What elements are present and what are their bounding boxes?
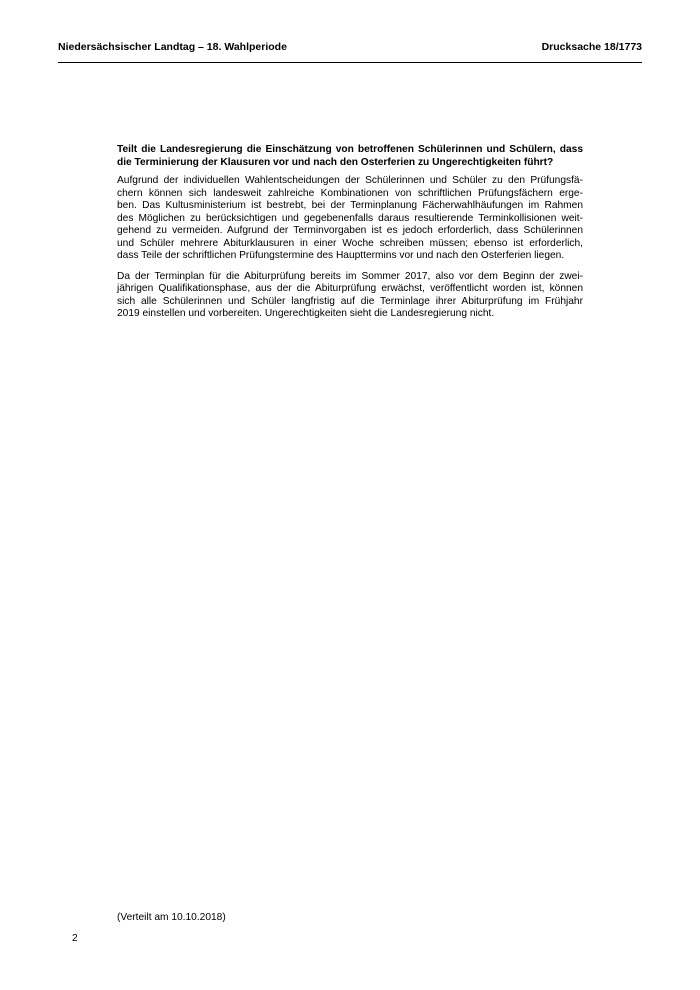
distribution-date: (Verteilt am 10.10.2018) bbox=[117, 912, 226, 923]
document-body bbox=[117, 144, 583, 329]
paragraph-line: gehend zu vermeiden. Aufgrund der Terminvorgaben ist es jedoch erforderlich, dass Schülerinnen bbox=[117, 225, 583, 236]
paragraph-line: 2019 einstellen und vorbereiten. Ungerechtigkeiten sieht die Landesregierung nicht. bbox=[117, 308, 495, 319]
question-line: Teilt die Landesregierung die Einschätzung von betroffenen Schülerinnen und Schülern, bbox=[117, 144, 556, 155]
paragraph-line: Aufgrund der individuellen Wahlentscheidungen der Schülerinnen und Schüler zu den Prüfungsfä- bbox=[117, 175, 583, 186]
parliament-name: Niedersächsischer Landtag – 18. Wahlperiode bbox=[58, 41, 287, 53]
question-text bbox=[117, 144, 583, 169]
question-line: dass die Terminierung der Klausuren vor und nach den Osterferien zu Ungerechtigkeiten bbox=[117, 144, 583, 168]
answer-paragraph-1 bbox=[117, 175, 583, 263]
paragraph-line: chern können sich landesweit zahlreiche Kombinationen von schriftlichen Prüfungsfächern erge- bbox=[117, 187, 583, 199]
paragraph-line: dass Teile der schriftlichen Prüfungstermine des Haupttermins vor und nach den Osterferien liegen. bbox=[117, 250, 565, 261]
paragraph-line: ben. Das Kultusministerium ist bestrebt, bei der Terminplanung Fächerwahlhäufungen im Rahmen bbox=[117, 200, 583, 211]
document-number: Drucksache 18/1773 bbox=[541, 41, 642, 53]
page-number: 2 bbox=[72, 933, 78, 944]
paragraph-line: und Schüler mehrere Abiturklausuren in einer Woche schreiben müssen; ebenso ist erforderlich, bbox=[117, 237, 583, 249]
paragraph-line: sich alle Schülerinnen und Schüler langfristig auf die Terminlage ihrer Abiturprüfung im Frühjahr bbox=[117, 295, 583, 307]
paragraph-line: des Möglichen zu berücksichtigen und gegebenenfalls daraus resultierende Terminkollisionen weit- bbox=[117, 212, 583, 224]
paragraph-line: jährigen Qualifikationsphase, aus der die Abiturprüfung erwächst, veröffentlicht worden ist, können bbox=[117, 283, 583, 294]
page-header bbox=[58, 38, 642, 63]
question-line: führt? bbox=[523, 156, 554, 168]
answer-paragraph-2 bbox=[117, 271, 583, 321]
paragraph-line: Da der Terminplan für die Abiturprüfung bereits im Sommer 2017, also vor dem Beginn der zwei- bbox=[117, 270, 583, 282]
